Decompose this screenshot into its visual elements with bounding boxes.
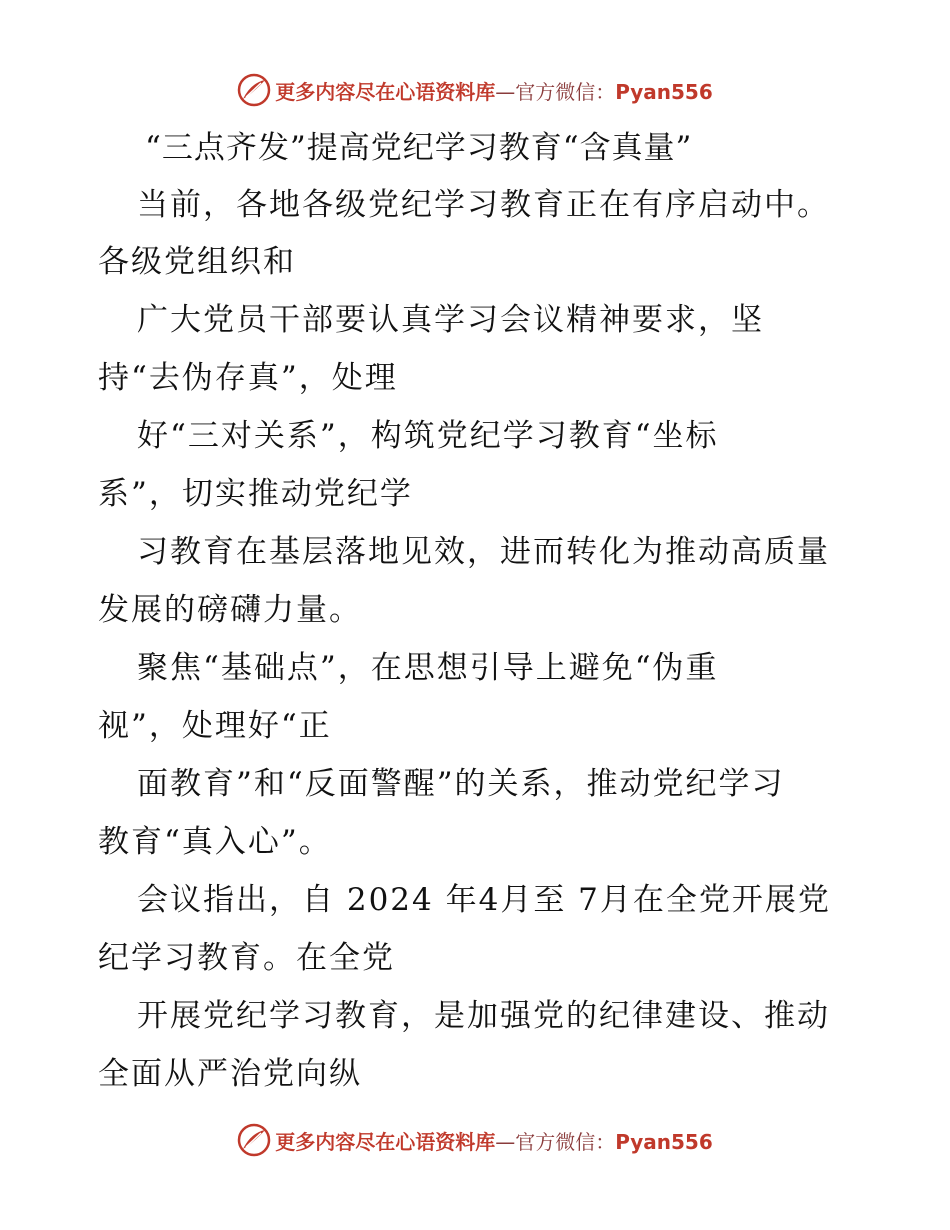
body-line: 面教育”和“反面警醒”的关系，推动党纪学习 <box>137 766 785 802</box>
body-line: 聚焦“基础点”，在思想引导上避免“伪重 <box>137 650 719 686</box>
watermark-separator: — <box>495 79 516 104</box>
footer-watermark <box>0 1120 950 1160</box>
watermark-site-text: 更多内容尽在心语资料库 <box>275 79 496 104</box>
body-line: 当前，各地各级党纪学习教育正在有序启动中。 <box>137 187 830 223</box>
body-line: 会议指出，自 2024 年4月至 7月在全党开展党 <box>137 882 831 918</box>
watermark-separator: — <box>495 1129 516 1154</box>
watermark-wechat-id: Pyan556 <box>615 1129 713 1154</box>
pen-logo-icon <box>237 73 271 107</box>
body-line: 各级党组织和 <box>98 244 296 280</box>
body-line: 视”，处理好“正 <box>98 708 332 744</box>
watermark-site-text: 更多内容尽在心语资料库 <box>275 1129 496 1154</box>
body-line: 广大党员干部要认真学习会议精神要求，坚 <box>137 302 764 338</box>
document-title: “三点齐发”提高党纪学习教育“含真量” <box>145 130 693 166</box>
body-line: 系”，切实推动党纪学 <box>98 476 413 512</box>
watermark-official-text: 官方微信： <box>515 79 616 104</box>
watermark-official-text: 官方微信： <box>515 1129 616 1154</box>
body-line: 全面从严治党向纵 <box>98 1056 362 1092</box>
body-line: 发展的磅礴力量。 <box>98 592 362 628</box>
body-line: 习教育在基层落地见效，进而转化为推动高质量 <box>137 534 830 570</box>
pen-logo-icon <box>237 1123 271 1157</box>
body-line: 持“去伪存真”，处理 <box>98 360 398 396</box>
body-line: 纪学习教育。在全党 <box>98 940 395 976</box>
header-watermark <box>0 70 950 110</box>
body-line: 开展党纪学习教育，是加强党的纪律建设、推动 <box>137 998 830 1034</box>
watermark-wechat-id: Pyan556 <box>615 79 713 104</box>
body-line: 教育“真入心”。 <box>98 824 332 860</box>
body-line: 好“三对关系”，构筑党纪学习教育“坐标 <box>137 418 719 454</box>
